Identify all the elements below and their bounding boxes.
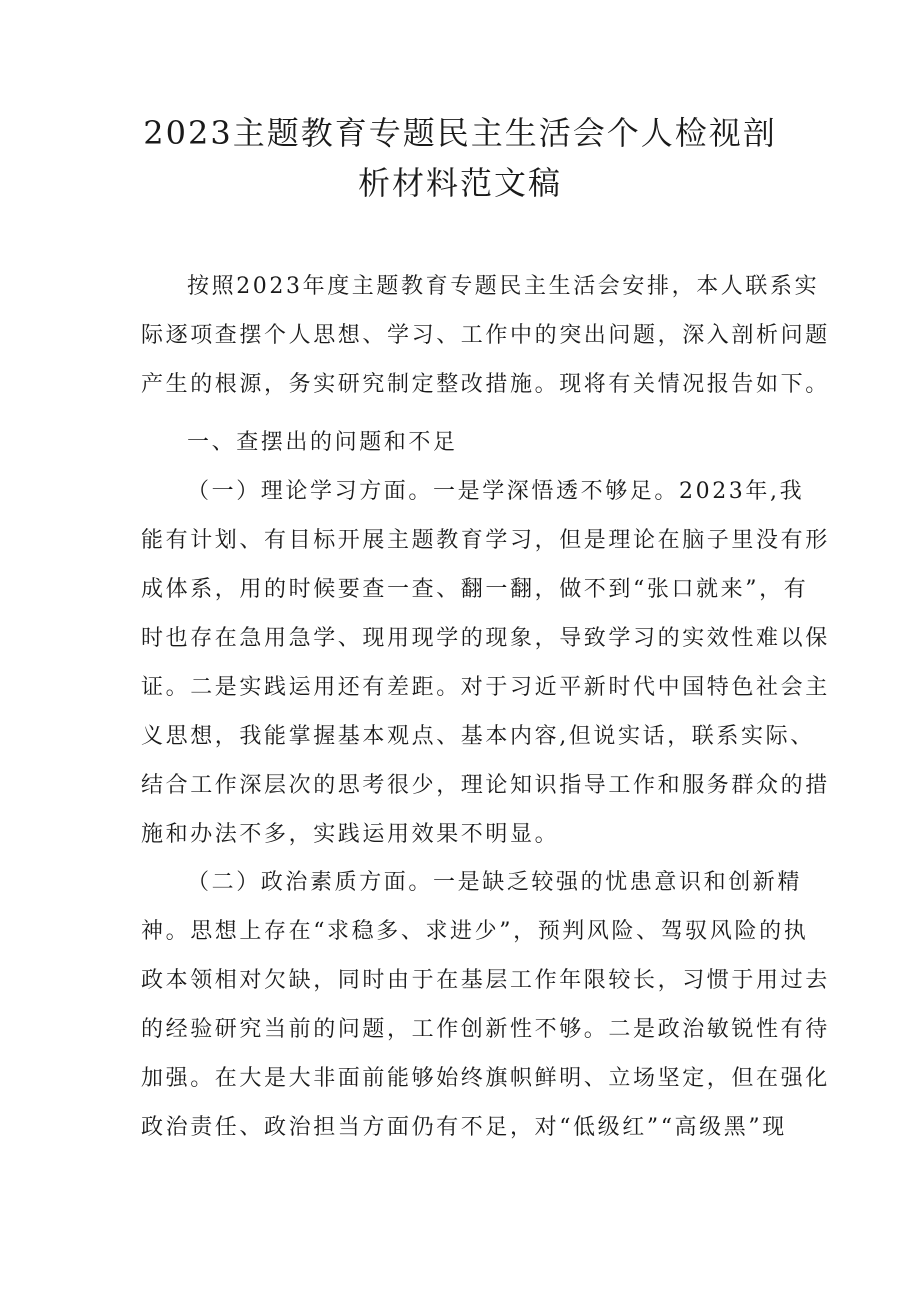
paragraph-line: （一）理论学习方面。一是学深悟透不够足。2023年,我	[187, 479, 805, 504]
paragraph-line: 政治责任、政治担当方面仍有不足，对“低级红”“高级黑”现	[141, 1115, 787, 1140]
paragraph-line: 政本领相对欠缺，同时由于在基层工作年限较长，习惯于用过去	[141, 968, 830, 993]
intro-paragraph	[141, 262, 830, 409]
paragraph-line: 能有计划、有目标开展主题教育学习，但是理论在脑子里没有形	[141, 528, 830, 553]
political-quality-paragraph	[141, 858, 830, 1152]
paragraph-line: （二）政治素质方面。一是缺乏较强的忧患意识和创新精	[187, 870, 803, 895]
paragraph-line: 成体系，用的时候要查一查、翻一翻，做不到“张口就来”，有	[141, 577, 809, 602]
paragraph-line: 加强。在大是大非面前能够始终旗帜鲜明、立场坚定，但在强化	[141, 1066, 830, 1091]
paragraph-line: 际逐项查摆个人思想、学习、工作中的突出问题，深入剖析问题	[141, 323, 830, 348]
paragraph-line: 义思想，我能掌握基本观点、基本内容,但说实话，联系实际、	[141, 724, 815, 749]
paragraph-line: 证。二是实践运用还有差距。对于习近平新时代中国特色社会主	[141, 675, 830, 700]
paragraph-line: 产生的根源，务实研究制定整改措施。现将有关情况报告如下。	[141, 372, 830, 397]
title-line: 2023主题教育专题民主生活会个人检视剖	[143, 114, 777, 152]
paragraph-line: 神。思想上存在“求稳多、求进少”，预判风险、驾驭风险的执	[141, 919, 809, 944]
paragraph-line: 施和办法不多，实践运用效果不明显。	[141, 822, 560, 847]
paragraph-line: 按照2023年度主题教育专题民主生活会安排，本人联系实	[187, 274, 820, 299]
document-title	[130, 108, 790, 208]
paragraph-line: 结合工作深层次的思考很少，理论知识指导工作和服务群众的措	[141, 773, 830, 798]
paragraph-line: 的经验研究当前的问题，工作创新性不够。二是政治敏锐性有待	[141, 1017, 830, 1042]
paragraph-line: 时也存在急用急学、现用现学的现象，导致学习的实效性难以保	[141, 626, 830, 651]
heading-line: 一、查摆出的问题和不足	[187, 430, 458, 455]
title-line: 析材料范文稿	[357, 164, 562, 202]
theory-study-paragraph	[141, 467, 830, 859]
section-heading	[141, 418, 781, 467]
